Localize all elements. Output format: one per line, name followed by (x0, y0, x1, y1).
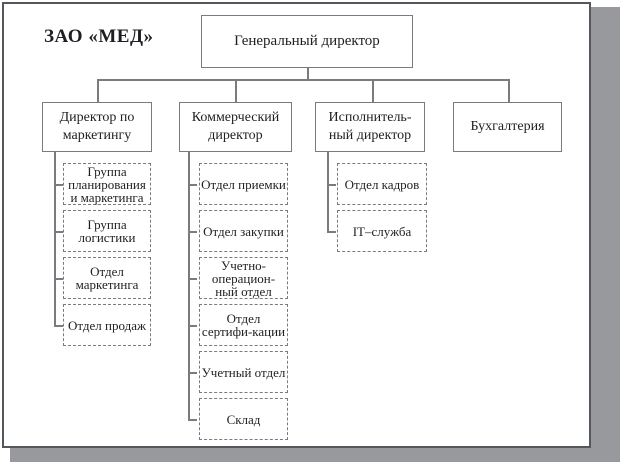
org-box-logistics-group: Группа логистики (63, 210, 151, 252)
tick-commercial-6 (188, 419, 197, 421)
tick-commercial-1 (188, 184, 197, 186)
marketing-children (63, 163, 151, 346)
org-box-executive-director: Исполнитель-ный директор (315, 102, 425, 152)
org-box-records-dept: Учетный отдел (199, 351, 288, 393)
org-box-purchasing-dept: Отдел закупки (199, 210, 288, 252)
connector-drop-executive (372, 79, 374, 102)
trunk-commercial (188, 151, 190, 420)
org-box-marketing-dept: Отдел маркетинга (63, 257, 151, 299)
tick-marketing-3 (54, 278, 63, 280)
org-box-certification-dept: Отдел сертифи-кации (199, 304, 288, 346)
org-box-accounting-operations-dept: Учетно-операцион-ный отдел (199, 257, 288, 299)
trunk-executive (327, 151, 329, 232)
frame-shadow-bottom (10, 448, 620, 462)
connector-level2-bus (97, 79, 509, 81)
tick-marketing-4 (54, 325, 63, 327)
org-box-warehouse: Склад (199, 398, 288, 440)
connector-drop-marketing (97, 79, 99, 102)
executive-children (337, 163, 427, 252)
company-title: ЗАО «МЕД» (44, 26, 154, 47)
org-box-sales-dept: Отдел продаж (63, 304, 151, 346)
connector-root-stub (307, 68, 309, 79)
connector-drop-commercial (235, 79, 237, 102)
tick-executive-2 (327, 231, 336, 233)
tick-commercial-2 (188, 231, 197, 233)
tick-commercial-4 (188, 325, 197, 327)
tick-marketing-1 (54, 184, 63, 186)
org-box-hr-dept: Отдел кадров (337, 163, 427, 205)
connector-drop-accounting (508, 79, 510, 102)
commercial-children (199, 163, 288, 440)
org-box-it-service: IT–служба (337, 210, 427, 252)
tick-marketing-2 (54, 231, 63, 233)
frame-shadow-right (591, 7, 620, 462)
org-box-general-director: Генеральный директор (201, 15, 413, 68)
tick-executive-1 (327, 184, 336, 186)
org-chart-sheet (2, 2, 591, 448)
org-box-marketing-director: Директор по маркетингу (42, 102, 152, 152)
org-box-accounting: Бухгалтерия (453, 102, 562, 152)
org-box-planning-marketing-group: Группа планирования и маркетинга (63, 163, 151, 205)
org-box-commercial-director: Коммерческий директор (179, 102, 292, 152)
org-box-receiving-dept: Отдел приемки (199, 163, 288, 205)
tick-commercial-5 (188, 372, 197, 374)
tick-commercial-3 (188, 278, 197, 280)
trunk-marketing (54, 151, 56, 326)
